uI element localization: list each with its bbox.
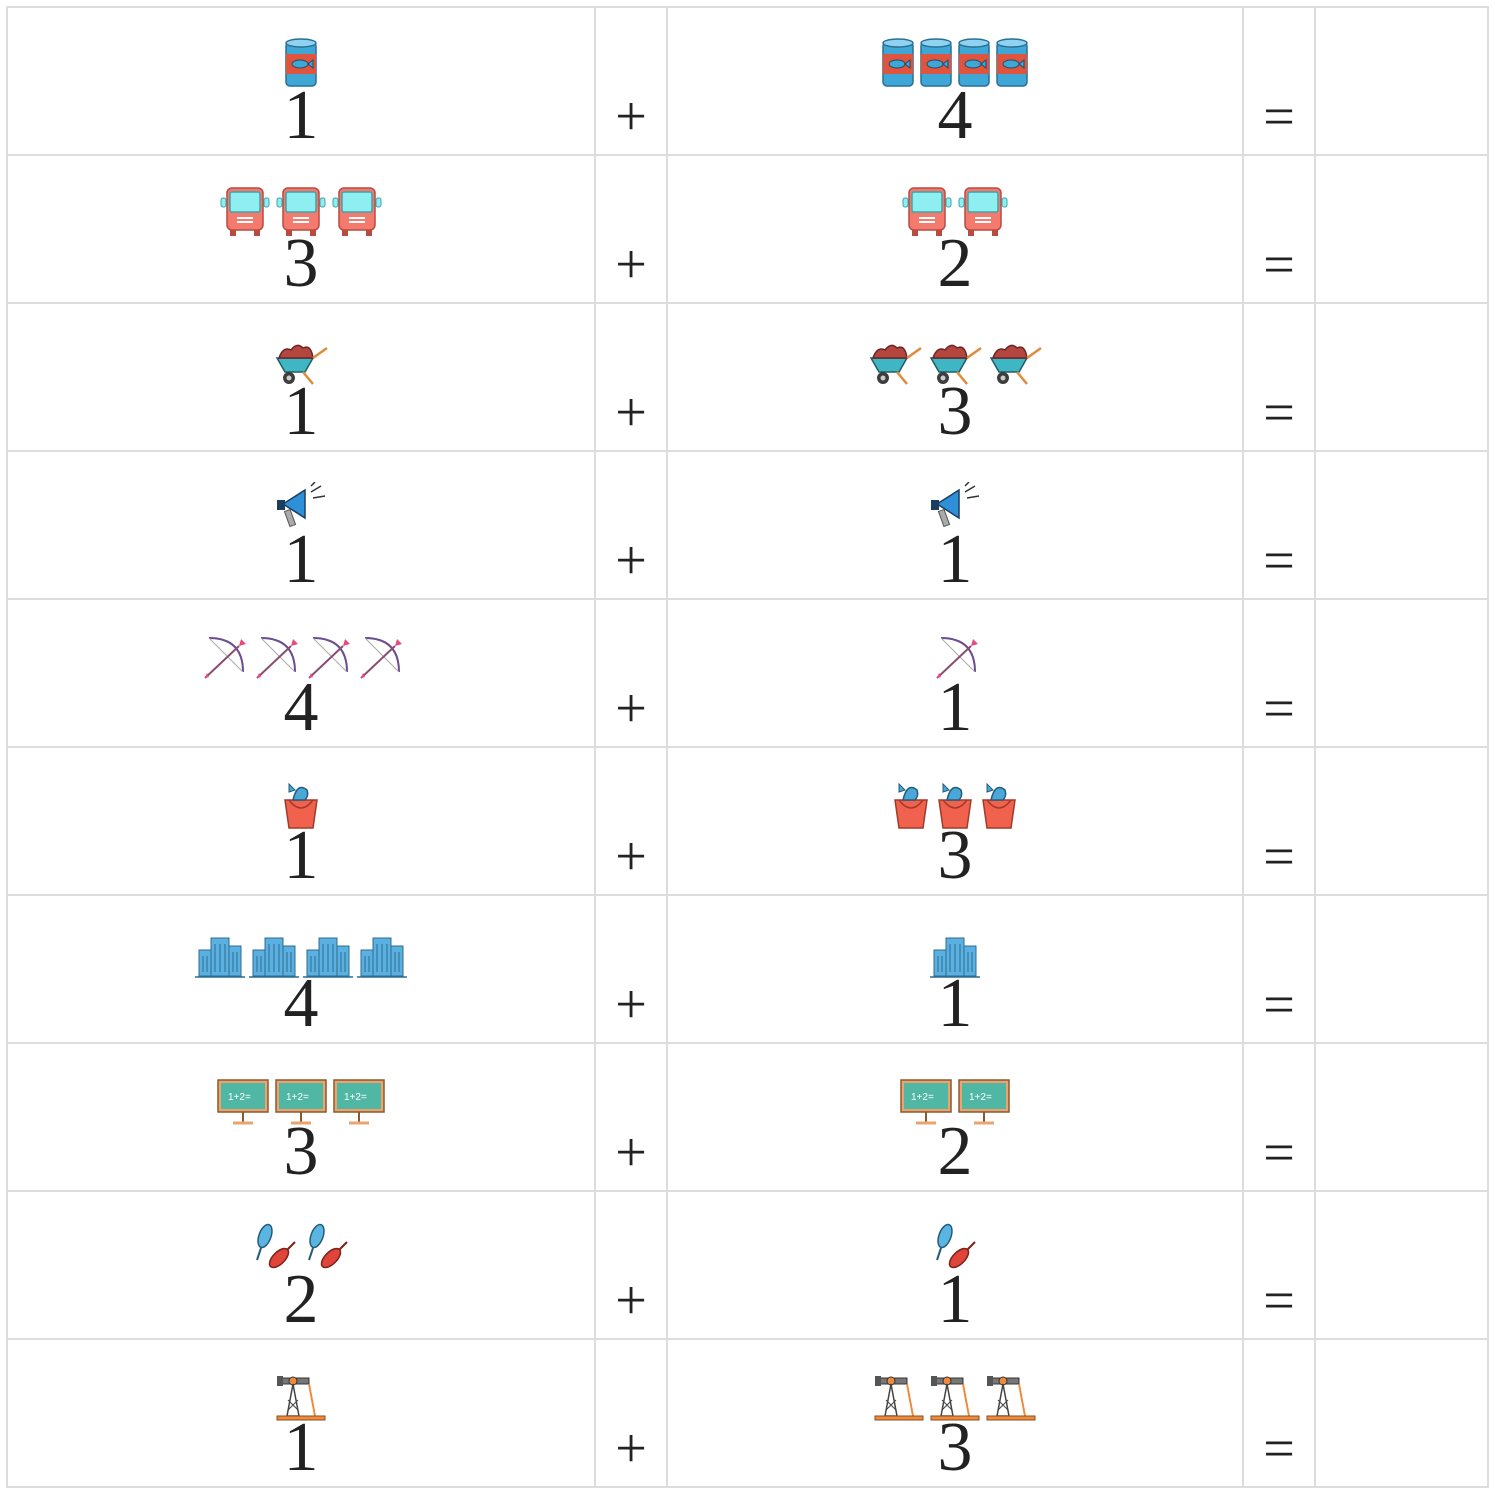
second-addend-number: 3 (937, 373, 973, 450)
second-addend-cell (667, 155, 1243, 303)
first-addend-number: 3 (283, 1113, 319, 1190)
plus-cell (595, 451, 667, 599)
equals-sign: = (1263, 1122, 1295, 1184)
second-addend-number: 3 (937, 817, 973, 894)
plus-sign: + (615, 530, 647, 592)
plus-cell (595, 895, 667, 1043)
plus-cell (595, 303, 667, 451)
second-addend-number: 1 (937, 521, 973, 598)
equals-cell (1243, 155, 1315, 303)
second-addend-number: 1 (937, 1261, 973, 1338)
plus-sign: + (615, 1122, 647, 1184)
equals-cell (1243, 1043, 1315, 1191)
first-addend-number: 1 (283, 373, 319, 450)
second-addend-number: 2 (937, 225, 973, 302)
equation-row (7, 599, 1488, 747)
plus-sign: + (615, 234, 647, 296)
second-addend-number: 2 (937, 1113, 973, 1190)
addition-worksheet (6, 6, 1489, 1488)
equals-cell (1243, 895, 1315, 1043)
equation-row (7, 747, 1488, 895)
equation-row (7, 451, 1488, 599)
first-addend-number: 4 (283, 965, 319, 1042)
first-addend-cell (7, 303, 595, 451)
equals-sign: = (1263, 382, 1295, 444)
equals-sign: = (1263, 826, 1295, 888)
first-addend-cell (7, 1043, 595, 1191)
answer-cell[interactable] (1315, 747, 1488, 895)
first-addend-cell (7, 155, 595, 303)
equals-cell (1243, 747, 1315, 895)
plus-sign: + (615, 382, 647, 444)
plus-cell (595, 1339, 667, 1487)
answer-cell[interactable] (1315, 1043, 1488, 1191)
plus-cell (595, 599, 667, 747)
first-addend-number: 4 (283, 669, 319, 746)
first-addend-number: 2 (283, 1261, 319, 1338)
first-addend-cell (7, 747, 595, 895)
answer-cell[interactable] (1315, 1191, 1488, 1339)
first-addend-cell (7, 1339, 595, 1487)
plus-sign: + (615, 826, 647, 888)
second-addend-number: 4 (937, 77, 973, 154)
first-addend-cell (7, 7, 595, 155)
first-addend-cell (7, 599, 595, 747)
second-addend-cell (667, 1191, 1243, 1339)
svg-text:1+2=: 1+2= (344, 1092, 367, 1103)
plus-sign: + (615, 678, 647, 740)
equals-sign: = (1263, 1418, 1295, 1480)
svg-text:1+2=: 1+2= (911, 1092, 934, 1103)
plus-cell (595, 1191, 667, 1339)
second-addend-cell (667, 1043, 1243, 1191)
equals-cell (1243, 451, 1315, 599)
first-addend-cell (7, 451, 595, 599)
first-addend-number: 1 (283, 1409, 319, 1486)
plus-sign: + (615, 1270, 647, 1332)
equals-sign: = (1263, 1270, 1295, 1332)
plus-cell (595, 7, 667, 155)
equals-sign: = (1263, 678, 1295, 740)
equals-sign: = (1263, 530, 1295, 592)
svg-text:1+2=: 1+2= (286, 1092, 309, 1103)
second-addend-cell (667, 599, 1243, 747)
equals-cell (1243, 1339, 1315, 1487)
svg-text:1+2=: 1+2= (969, 1092, 992, 1103)
first-addend-number: 1 (283, 521, 319, 598)
equals-cell (1243, 1191, 1315, 1339)
equals-cell (1243, 599, 1315, 747)
second-addend-cell (667, 895, 1243, 1043)
first-addend-number: 3 (283, 225, 319, 302)
plus-sign: + (615, 86, 647, 148)
second-addend-cell (667, 747, 1243, 895)
plus-cell (595, 155, 667, 303)
equation-row (7, 155, 1488, 303)
second-addend-number: 1 (937, 965, 973, 1042)
svg-text:1+2=: 1+2= (228, 1092, 251, 1103)
first-addend-number: 1 (283, 817, 319, 894)
second-addend-number: 3 (937, 1409, 973, 1486)
equals-sign: = (1263, 86, 1295, 148)
answer-cell[interactable] (1315, 7, 1488, 155)
equals-cell (1243, 7, 1315, 155)
plus-cell (595, 1043, 667, 1191)
answer-cell[interactable] (1315, 303, 1488, 451)
answer-cell[interactable] (1315, 895, 1488, 1043)
second-addend-cell (667, 1339, 1243, 1487)
first-addend-cell (7, 1191, 595, 1339)
equation-row (7, 895, 1488, 1043)
second-addend-cell (667, 303, 1243, 451)
answer-cell[interactable] (1315, 1339, 1488, 1487)
equation-row (7, 1043, 1488, 1191)
first-addend-cell (7, 895, 595, 1043)
equation-row (7, 303, 1488, 451)
answer-cell[interactable] (1315, 599, 1488, 747)
equals-sign: = (1263, 974, 1295, 1036)
equals-cell (1243, 303, 1315, 451)
second-addend-number: 1 (937, 669, 973, 746)
answer-cell[interactable] (1315, 451, 1488, 599)
equation-row (7, 1191, 1488, 1339)
equation-row (7, 7, 1488, 155)
second-addend-cell (667, 451, 1243, 599)
second-addend-cell (667, 7, 1243, 155)
equals-sign: = (1263, 234, 1295, 296)
answer-cell[interactable] (1315, 155, 1488, 303)
equation-row (7, 1339, 1488, 1487)
plus-cell (595, 747, 667, 895)
plus-sign: + (615, 974, 647, 1036)
plus-sign: + (615, 1418, 647, 1480)
first-addend-number: 1 (283, 77, 319, 154)
